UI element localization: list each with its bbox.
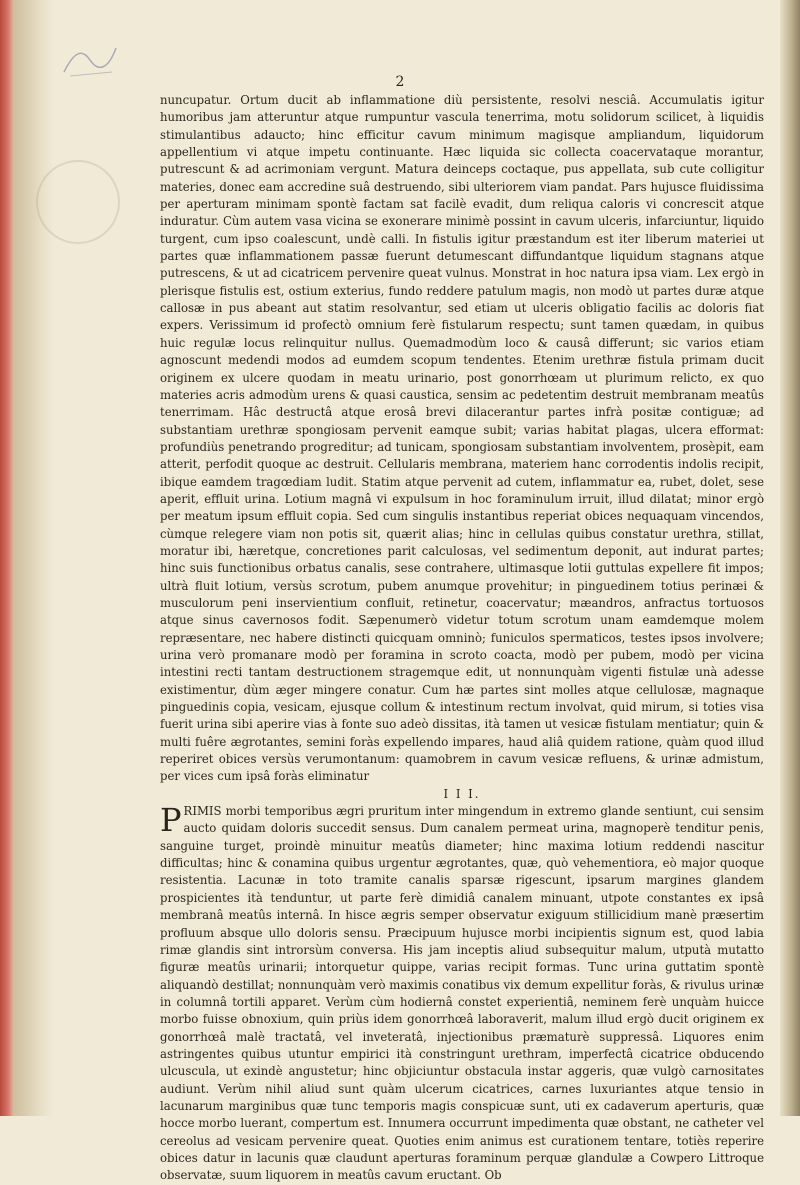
page-number: 2	[395, 74, 405, 90]
paragraph-2-container	[160, 803, 764, 1185]
library-stamp-faint	[36, 160, 120, 244]
dropcap: P	[160, 801, 182, 840]
page-gutter	[14, 0, 54, 1116]
paragraph-2: RIMIS morbi temporibus ægri pruritum inter mingendum in extremo glande sentiunt, cui sensim aucto quidam doloris succedit sensus. Dum canalem permeat urina, magnoperè tenditur penis, sanguine turget, proindè minuitur meatûs diameter; hinc maxima lotium reddendi nascitur difficultas; hinc & conamina quibus urgentur ægrotantes, quæ, quò vehementiora, eò major quoque resistentia. Lacunæ in toto tramite canalis sparsæ rigescunt, ipsarum margines glandem prospicientes ità tenduntur, ut parte ferè dimidiâ canalem minuant, utpote constantes ex ipsâ membranâ meatûs internâ. In hisce ægris semper observatur exiguum stillicidium manè præsertim profluum absque ullo doloris sensu. Præcipuum hujusce morbi incipientis signum est, quod labia rimæ glandis sint introrsùm conversa. His jam inceptis aliud subsequitur malum, utputà mutatto figuræ meatûs urinarii; intorquetur quippe, varias recipit formas. Tunc urina guttatim spontè aliquandò destillat; nonnunquàm verò maximis conatibus vix demum expellitur foràs, & rivulus urinæ in columnâ tortili apparet. Verùm cùm hodiernâ constet experientiâ, neminem ferè unquàm huicce morbo fuisse obnoxium, quin priùs idem gonorrhœâ laboraverit, malum illud ergò ducit originem ex gonorrhœâ malè tractatâ, vel inveteratâ, injectionibus præmaturè suppressâ. Liquores enim astringentes quibus utuntur empirici ità constringunt urethram, imperfectâ cicatrice obducendo ulcuscula, ut exindè angustetur; hinc objiciuntur obstacula instar aggeris, quæ vulgò carnositates audiunt. Verùm nihil aliud sunt quàm ulcerum cicatrices, carnes luxuriantes atque tensio in lacunarum marginibus quæ tunc temporis magis conspicuæ sunt, uti ex cadaverum aperturis, quæ hocce morbo luerant, compertum est. Innumera occurrunt impedimenta quæ obstant, ne catheter vel cereolus ad vesicam pervenire queat. Quoties enim animus est curationem tentare, totiès reperire obices datur in lacunis quæ claudunt aperturas foraminum perquæ glandulæ a Cowpero Littroque observatæ, suum liquorem in meatûs cavum eructant. Ob	[160, 804, 764, 1183]
handwritten-mark	[60, 42, 120, 78]
section-heading: I I I.	[443, 786, 481, 801]
paragraph-1: nuncupatur. Ortum ducit ab inflammatione diù persistente, resolvi nesciâ. Accumulatis igitur humoribus jam atteruntur atque rumpuntur vascula tenerrima, motu solidorum scilicet, à liquidis stimulantibus adaucto; hinc efficitur cavum minimum magisque ampliandum, liquidorum appellentium vi atque impetu continuante. Hæc liquida sic collecta coacervataque morantur, putrescunt & ad acrimoniam vergunt. Matura deinceps coctaque, pus appellata, sub cute colligitur materies, donec eam accredine suâ destruendo, sibi ulteriorem viam pandat. Pars hujusce fluidissima per aperturam minimam spontè factam sat facilè evadit, dum reliqua caloris vi concrescit atque induratur. Cùm autem vasa vicina se exonerare minimè possint in cavum ulceris, infarciuntur, liquido turgent, cum ipso coalescunt, undè calli. In fistulis igitur præstandum est iter liberum materiei ut partes quæ inflammationem passæ fuerunt detumescant diffundantque liquidum stagnans atque putrescens, & ut ad cicatricem pervenire queat vulnus. Monstrat in hoc natura ipsa viam. Lex ergò in plerisque fistulis est, ostium exterius, fundo reddere patulum magis, non modò ut partes duræ atque callosæ in pus abeant aut statim resolvantur, sed etiam ut ulceris obligatio facilis ac doloris fiat expers. Verissimum id profectò omnium ferè fistularum respectu; sunt tamen quædam, in quibus huic regulæ locus relinquitur nullus. Quemadmodùm loco & causâ differunt; sic varios etiam agnoscunt medendi modos ad eumdem scopum tendentes. Etenim urethræ fistula primam ducit originem ex ulcere quodam in meatu urinario, post gonorrhœam ut plurimum relicto, ex quo materies acris admodùm urens & quasi caustica, sensim ac pedetentim destruit membranam meatûs tenerrimam. Hâc destructâ atque erosâ brevi dilacerantur partes infrà positæ contiguæ; ad substantiam urethræ spongiosam pervenit eamque subit; varias habitat plagas, ulcera efformat: profundiùs penetrando progreditur; ad tunicam, spongiosam substantiam involventem, prosèpit, eam atterit, perfodit quoque ac destruit. Cellularis membrana, materiem hanc corrodentis indolis recipit, ibique eamdem tragœdiam ludit. Statim atque pervenit ad cutem, inflammatur ea, rubet, dolet, sese aperit, effluit urina. Lotium magnâ vi expulsum in hoc foraminulum irruit, illud dilatat; minor ergò per meatum ipsum effluit copia. Sed cum singulis instantibus reperiat obices nequaquam vincendos, cùmque relegere viam non potis sit, quærit alias; hinc in cellulas quibus constatur urethra, stillat, moratur ibi, hæretque, concretiones parit calculosas, vel sedimentum deponit, aut indurat partes; hinc suis functionibus orbatus canalis, sese contrahere, ultimasque lotii guttulas expellere fit impos; ultrà fluit lotium, versùs scrotum, pubem anumque provehitur; in pinguedinem totius perinæi & musculorum peni inservientium confluit, retinetur, coacervatur; mæandros, anfractus tortuosos atque sinus cavernosos fodit. Sæpenumerò videtur totum scrotum unam eamdemque molem repræsentare, nec habere distincti quicquam omninò; funiculos spermaticos, testes ipsos involvere; urina verò promanare modò per foramina in scroto coacta, modò per pubem, modò per vicina intestini recti tantam destructionem stragemque edit, ut nonnunquàm vigenti fistulæ unà adesse existimentur, dùm æger mingere conatur. Cum hæ partes sint molles atque cellulosæ, magnaque pinguedinis copia, vesicam, ejusque collum & intestinum rectum involvat, quid mirum, si toties visa fuerit urina sibi aperire vias à fonte suo adeò dissitas, ità tamen ut vesicæ fistulam mentiatur; quin & multi fuêre ægrotantes, semini foràs expellendo impares, haud aliâ quidem ratione, quàm quod illud reperiret obices versùs verumontanum: quamobrem in cavum vesicæ refluens, & urinæ admistum, per vices cum ipsâ foràs eliminatur	[160, 93, 764, 784]
book-binding-edge	[0, 0, 14, 1116]
page-fore-edge	[780, 0, 800, 1116]
body-text	[160, 92, 764, 1185]
